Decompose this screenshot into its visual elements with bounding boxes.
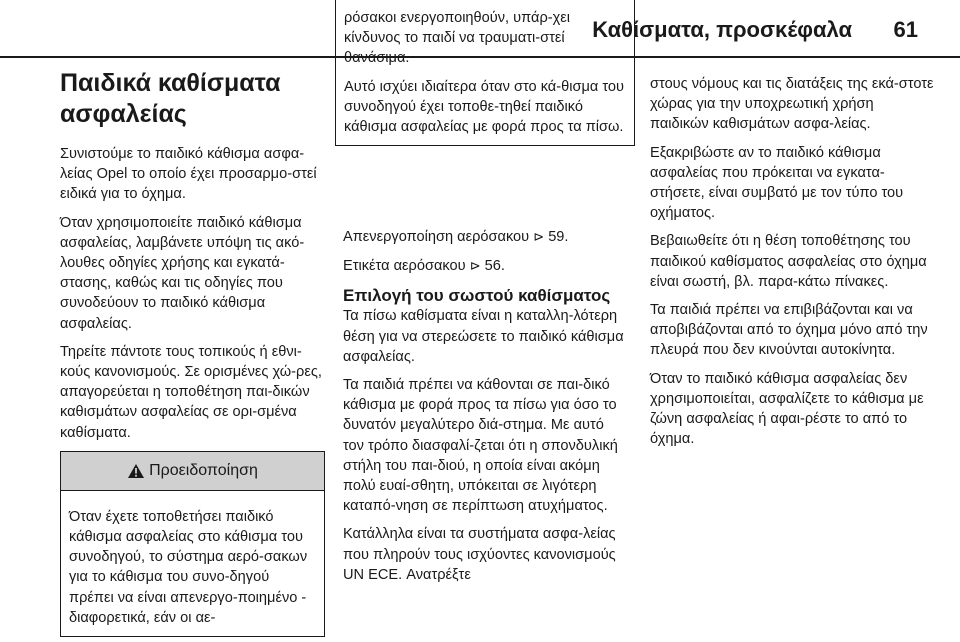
paragraph: Συνιστούμε το παιδικό κάθισμα ασφα-λείας Opel το οποίο έχει προσαρμο-στεί ειδικά για το όχημα. bbox=[60, 146, 317, 203]
chapter-title: Καθίσματα, προσκέφαλα bbox=[592, 17, 852, 42]
column-left bbox=[60, 68, 325, 637]
page-ref-arrow-icon: ⊳ bbox=[469, 259, 481, 275]
reference-page: 59. bbox=[548, 229, 569, 245]
reference-text: Ετικέτα αερόσακου bbox=[343, 258, 466, 275]
warning-text: ρόσακοι ενεργοποιηθούν, υπάρ-χει κίνδυνος το παιδί να τραυματι-στεί θανάσιμα. bbox=[344, 10, 571, 67]
paragraph: Τα πίσω καθίσματα είναι η καταλλη-λότερη θέση για να στερεώσετε το παιδικό κάθισμα ασφαλείας. bbox=[343, 308, 624, 365]
paragraph: Κατάλληλα είναι τα συστήματα ασφα-λείας που πληρούν τους ισχύοντες κανονισμούς UN ECE. Ανατρέξτε bbox=[343, 526, 616, 583]
warning-box bbox=[60, 451, 325, 637]
reference-text: Απενεργοποίηση αερόσακου bbox=[343, 229, 530, 245]
cross-reference[interactable] bbox=[343, 227, 625, 248]
warning-text: Αυτό ισχύει ιδιαίτερα όταν στο κά-θισμα του συνοδηγού έχει τοποθε-τηθεί παιδικό κάθισμα ασφαλείας με φορά προς τα πίσω. bbox=[344, 78, 625, 136]
paragraph: Τηρείτε πάντοτε τους τοπικούς ή εθνι-κούς κανονισμούς. Σε ορισμένες χώ-ρες, απαγορεύεται η τοποθέτηση παι-δικών καθισμάτων ασφαλείας σε ορι-σμένα καθίσματα. bbox=[60, 343, 322, 441]
section-heading: Παιδικά καθίσματα ασφαλείας bbox=[60, 69, 281, 128]
page-number: 61 bbox=[893, 17, 918, 42]
subsection-heading: Επιλογή του σωστού καθίσματος bbox=[343, 286, 611, 306]
warning-text: Όταν έχετε τοποθετήσει παιδικό κάθισμα ασφαλείας στο κάθισμα του συνοδηγού, το σύστημα αερό-σακων για το κάθισμα του συνο-δηγού πρέπει να είναι απενεργο-ποιημένο - διαφορετικά, εάν οι αε- bbox=[69, 508, 308, 626]
paragraph: Τα παιδιά πρέπει να επιβιβάζονται και να αποβιβάζονται από το όχημα μόνο από την πλευρά που δεν κινούνται αυτοκίνητα. bbox=[650, 302, 928, 359]
reference-page: 56. bbox=[484, 258, 505, 275]
warning-header bbox=[61, 452, 324, 491]
warning-title: Προειδοποίηση bbox=[149, 461, 258, 479]
column-right bbox=[650, 74, 935, 457]
paragraph: Εξακριβώστε αν το παιδικό κάθισμα ασφαλείας που πρόκειται να εγκατα-στήσετε, είναι συμβατό με τον τύπο του οχήματος. bbox=[650, 144, 904, 222]
warning-triangle-icon bbox=[127, 463, 145, 479]
middle-content bbox=[343, 227, 625, 593]
warning-body bbox=[61, 491, 324, 636]
warning-box-continued bbox=[335, 0, 635, 146]
paragraph: Βεβαιωθείτε ότι η θέση τοποθέτησης του παιδικού καθίσματος ασφαλείας στο όχημα είναι σωστή, βλ. παρα-κάτω πίνακες. bbox=[650, 233, 927, 290]
page-ref-arrow-icon: ⊳ bbox=[533, 230, 545, 245]
paragraph: Όταν το παιδικό κάθισμα ασφαλείας δεν χρησιμοποιείται, ασφαλίζετε το κάθισμα με ζώνη ασφαλείας ή αφαι-ρέστε το από το όχημα. bbox=[650, 370, 924, 448]
cross-reference[interactable] bbox=[343, 256, 625, 277]
paragraph: Όταν χρησιμοποιείτε παιδικό κάθισμα ασφαλείας, λαμβάνετε υπόψη τις ακό-λουθες οδηγίες χρήσης και εγκατά-στασης, καθώς και τις οδηγίες που συνοδεύουν το παιδικό κάθισμα ασφαλείας. bbox=[60, 214, 305, 332]
paragraph: Τα παιδιά πρέπει να κάθονται σε παι-δικό κάθισμα με φορά προς τα πίσω για όσο το δυνατόν μεγαλύτερο διά-στημα. Με αυτό τον τρόπο διασφαλί-ζεται ότι η σπονδυλική στήλη του παι-διού, η οποία είναι ακόμη πολύ ευαί-σθητη, υπόκειται σε λιγότερη καταπό-νηση σε περίπτωση ατυχήματος. bbox=[343, 377, 618, 515]
paragraph: στους νόμους και τις διατάξεις της εκά-στοτε χώρας για την υποχρεωτική χρήση παιδικών καθισμάτων ασφα-λείας. bbox=[650, 76, 934, 133]
